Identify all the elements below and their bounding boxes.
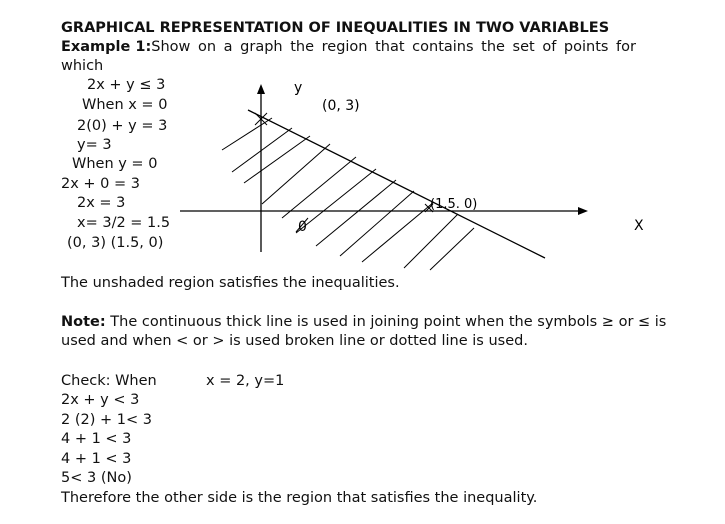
- check-step: 4 + 1 < 3: [61, 451, 132, 467]
- origin-label: 0: [298, 219, 307, 235]
- working-step: When x = 0: [82, 97, 168, 113]
- working-step: (0, 3) (1.5, 0): [67, 235, 164, 251]
- point-b-label: (1.5. 0): [430, 197, 478, 212]
- x-axis-arrow: [578, 207, 588, 215]
- check-conclusion: Therefore the other side is the region that satisfies the inequality.: [61, 490, 538, 506]
- check-step: 4 + 1 < 3: [61, 431, 132, 447]
- check-step: 5< 3 (No): [61, 470, 132, 486]
- note-label: Note:: [61, 314, 106, 330]
- working-step: 2x + 0 = 3: [61, 176, 140, 192]
- note-line-1: [61, 313, 666, 331]
- hatch-shading: [222, 118, 474, 270]
- point-a-label: (0, 3): [322, 98, 360, 114]
- check-label: Check: When: [61, 373, 157, 389]
- check-step: 2 (2) + 1< 3: [61, 412, 152, 428]
- note-line-2: used and when < or > is used broken line or dotted line is used.: [61, 333, 528, 349]
- y-axis-arrow: [257, 84, 265, 94]
- y-axis-label: y: [294, 80, 303, 96]
- working-step: 2x + y ≤ 3: [87, 77, 166, 93]
- example-text: Show on a graph the region that contains the set of points for: [151, 39, 636, 55]
- x-axis-label: X: [634, 218, 644, 234]
- working-step: 2x = 3: [77, 195, 126, 211]
- note-text: The continuous thick line is used in joining point when the symbols ≥ or ≤ is: [110, 314, 667, 330]
- unshaded-note: The unshaded region satisfies the inequalities.: [61, 275, 400, 291]
- check-values: x = 2, y=1: [206, 373, 285, 389]
- working-step: When y = 0: [72, 156, 158, 172]
- example-label: Example 1:: [61, 39, 152, 55]
- boundary-line: [248, 110, 545, 258]
- working-step: y= 3: [77, 137, 112, 153]
- page-heading: GRAPHICAL REPRESENTATION OF INEQUALITIES IN TWO VARIABLES: [61, 20, 610, 36]
- example-line-2: which: [61, 58, 104, 74]
- working-step: x= 3/2 = 1.5: [77, 215, 171, 231]
- check-step: 2x + y < 3: [61, 392, 140, 408]
- working-step: 2(0) + y = 3: [77, 118, 168, 134]
